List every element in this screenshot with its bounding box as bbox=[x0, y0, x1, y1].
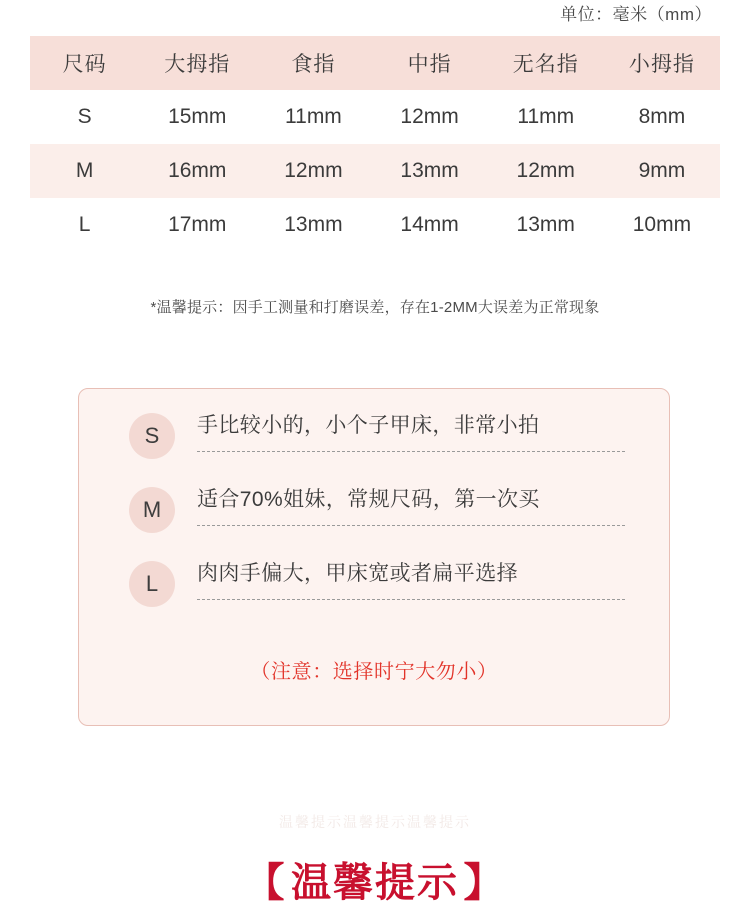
advice-text: 适合70%姐妹，常规尺码，第一次买 bbox=[197, 488, 540, 511]
advice-text: 手比较小的，小个子甲床，非常小拍 bbox=[197, 414, 540, 437]
table-cell: 8mm bbox=[638, 105, 686, 128]
list-item bbox=[79, 485, 669, 559]
table-cell: 11mm bbox=[285, 105, 342, 128]
bottom-banner bbox=[0, 851, 750, 908]
table-header-cell: 尺码 bbox=[62, 53, 107, 76]
size-badge-s: S bbox=[129, 413, 175, 459]
table-header-cell: 小拇指 bbox=[628, 53, 695, 76]
divider bbox=[197, 451, 625, 452]
table-header-cell: 中指 bbox=[407, 53, 452, 76]
table-header-cell: 大拇指 bbox=[164, 53, 231, 76]
table-cell: 13mm bbox=[400, 159, 459, 182]
table-cell: 13mm bbox=[516, 213, 575, 236]
table-cell: 12mm bbox=[516, 159, 575, 182]
table-cell: 14mm bbox=[400, 213, 459, 236]
table-row bbox=[30, 90, 720, 144]
unit-note: 单位：毫米（mm） bbox=[560, 5, 712, 24]
size-badge-m: M bbox=[129, 487, 175, 533]
table-cell-size: S bbox=[77, 105, 92, 128]
advice-text-wrap bbox=[197, 485, 625, 526]
table-cell: 12mm bbox=[400, 105, 459, 128]
table-cell: 10mm bbox=[632, 213, 692, 236]
table-cell: 16mm bbox=[168, 159, 227, 182]
right-bracket: 】 bbox=[463, 859, 506, 906]
advice-text-wrap bbox=[197, 559, 625, 600]
table-header-row bbox=[30, 36, 720, 90]
tolerance-note: *温馨提示：因手工测量和打磨误差，存在1-2MM大误差为正常现象 bbox=[150, 299, 600, 316]
size-advice-card bbox=[78, 388, 670, 726]
advice-text-wrap bbox=[197, 411, 625, 452]
advice-text: 肉肉手偏大，甲床宽或者扁平选择 bbox=[197, 562, 518, 585]
left-bracket: 【 bbox=[244, 859, 287, 906]
table-cell: 9mm bbox=[638, 159, 686, 182]
table-cell: 12mm bbox=[284, 159, 343, 182]
table-cell: 17mm bbox=[168, 213, 227, 236]
advice-warning: （注意：选择时宁大勿小） bbox=[250, 661, 498, 683]
table-cell: 15mm bbox=[168, 105, 227, 128]
table-header-cell: 无名指 bbox=[512, 53, 579, 76]
table-cell-size: M bbox=[75, 159, 94, 182]
table-cell: 11mm bbox=[517, 105, 575, 128]
table-cell: 13mm bbox=[284, 213, 343, 236]
table-row bbox=[30, 198, 720, 252]
faint-watermark-strip: 温馨提示温馨提示温馨提示 bbox=[279, 814, 471, 830]
banner-title: 温馨提示 bbox=[291, 859, 459, 906]
table-row bbox=[30, 144, 720, 198]
size-table bbox=[30, 36, 720, 252]
divider bbox=[197, 599, 625, 600]
list-item bbox=[79, 411, 669, 485]
size-badge-l: L bbox=[129, 561, 175, 607]
divider bbox=[197, 525, 625, 526]
list-item bbox=[79, 559, 669, 633]
table-cell-size: L bbox=[78, 213, 91, 236]
table-header-cell: 食指 bbox=[291, 53, 336, 76]
advice-list bbox=[79, 411, 669, 633]
